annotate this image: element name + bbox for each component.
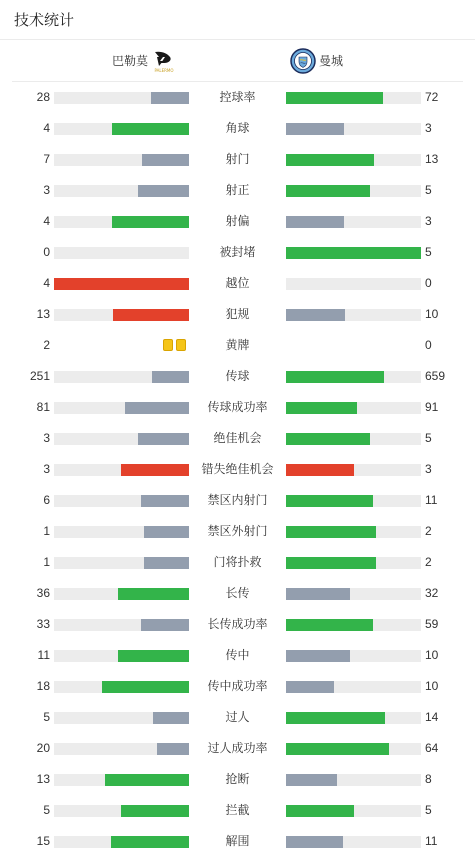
home-bar-track (54, 836, 189, 848)
home-bar-track (54, 371, 189, 383)
home-value: 251 (29, 369, 50, 383)
stat-label: 黄牌 (225, 338, 250, 352)
home-bar-fill (112, 123, 189, 135)
away-bar-track (286, 92, 421, 104)
home-bar-fill (142, 154, 189, 166)
home-value: 20 (36, 741, 50, 755)
stat-label: 射偏 (225, 214, 250, 228)
away-bar-track (286, 619, 421, 631)
home-bar-track (54, 92, 189, 104)
home-team-name: 巴勒莫 (111, 54, 148, 68)
home-value: 5 (43, 710, 50, 724)
home-bar-track (54, 743, 189, 755)
home-bar-track (54, 278, 189, 290)
away-value: 659 (425, 369, 446, 383)
stat-row (0, 485, 475, 516)
home-value: 11 (37, 648, 50, 662)
home-bar-track (54, 774, 189, 786)
home-bar-fill (121, 805, 189, 817)
away-bar-track (286, 712, 421, 724)
stat-label: 错失绝佳机会 (201, 462, 274, 476)
away-bar-track (286, 526, 421, 538)
stat-row (0, 268, 475, 299)
away-value: 72 (425, 90, 439, 104)
home-bar-fill (144, 526, 189, 538)
away-bar-track (286, 836, 421, 848)
stat-label: 长传 (225, 586, 250, 600)
home-bar-fill (125, 402, 189, 414)
stat-label: 射正 (225, 183, 250, 197)
stat-row (0, 113, 475, 144)
away-bar-track (286, 371, 421, 383)
away-value: 2 (425, 524, 432, 538)
home-bar-fill (151, 92, 189, 104)
stat-row (0, 609, 475, 640)
home-value: 4 (43, 121, 50, 135)
away-bar-fill (286, 526, 376, 538)
stat-row (0, 361, 475, 392)
home-bar-fill (118, 588, 189, 600)
away-value: 5 (425, 245, 432, 259)
home-bar-fill (144, 557, 189, 569)
away-bar-track (286, 247, 421, 259)
home-bar-fill (121, 464, 189, 476)
home-value: 81 (36, 400, 50, 414)
away-value: 11 (425, 493, 438, 507)
home-bar-track (54, 557, 189, 569)
stat-label: 绝佳机会 (213, 431, 262, 445)
away-value: 10 (425, 648, 439, 662)
stat-row (0, 764, 475, 795)
stat-label: 传中成功率 (207, 679, 268, 693)
away-bar-track (286, 216, 421, 228)
stat-row (0, 795, 475, 826)
away-value: 10 (425, 679, 439, 693)
home-bar-track (54, 309, 189, 321)
away-bar-fill (286, 650, 350, 662)
home-value: 6 (43, 493, 50, 507)
stat-label: 被封堵 (219, 245, 256, 259)
away-bar-fill (286, 588, 350, 600)
away-value: 2 (425, 555, 432, 569)
palermo-logo-text: PALERMO (154, 67, 174, 73)
home-bar-track (54, 526, 189, 538)
home-bar-fill (153, 712, 189, 724)
stat-row (0, 330, 475, 361)
away-value: 0 (425, 276, 432, 290)
away-bar-fill (286, 836, 343, 848)
away-bar-fill (286, 123, 344, 135)
away-bar-track (286, 805, 421, 817)
away-bar-fill (286, 712, 385, 724)
away-bar-fill (286, 216, 344, 228)
home-value: 1 (43, 555, 50, 569)
stat-label: 角球 (225, 121, 250, 135)
away-bar-track (286, 278, 421, 290)
home-bar-fill (112, 216, 189, 228)
away-value: 13 (425, 152, 439, 166)
stat-label: 解围 (225, 834, 250, 848)
away-bar-fill (286, 774, 337, 786)
away-value: 11 (425, 834, 438, 848)
stat-row (0, 547, 475, 578)
away-value: 5 (425, 431, 432, 445)
stat-row (0, 826, 475, 857)
stat-row (0, 516, 475, 547)
home-bar-track (54, 154, 189, 166)
stat-label: 禁区内射门 (207, 493, 268, 507)
stat-row (0, 206, 475, 237)
stat-row (0, 454, 475, 485)
home-bar-fill (111, 836, 189, 848)
home-value: 7 (43, 152, 50, 166)
stat-label: 长传成功率 (207, 617, 268, 631)
home-value: 15 (36, 834, 50, 848)
home-bar-track (54, 712, 189, 724)
stat-row (0, 671, 475, 702)
yellow-card-icon (163, 339, 173, 351)
stat-row (0, 175, 475, 206)
home-bar-track (54, 185, 189, 197)
stats-list (0, 82, 475, 857)
stat-row (0, 144, 475, 175)
stat-row (0, 702, 475, 733)
stat-label: 犯规 (225, 307, 250, 321)
home-bar-fill (102, 681, 189, 693)
away-team[interactable] (290, 40, 343, 81)
stat-row (0, 392, 475, 423)
away-value: 10 (425, 307, 439, 321)
stat-label: 控球率 (219, 90, 256, 104)
away-value: 14 (425, 710, 439, 724)
home-bar-track (54, 216, 189, 228)
away-bar-track (286, 123, 421, 135)
away-bar-track (286, 743, 421, 755)
home-bar-fill (141, 495, 189, 507)
away-value: 32 (425, 586, 439, 600)
home-value: 3 (43, 431, 50, 445)
home-bar-fill (141, 619, 189, 631)
away-value: 3 (425, 462, 432, 476)
home-bar-track (54, 495, 189, 507)
away-bar-fill (286, 495, 373, 507)
home-bar-fill (118, 650, 189, 662)
stat-label: 传球成功率 (207, 400, 268, 414)
stat-row (0, 299, 475, 330)
away-value: 8 (425, 772, 432, 786)
away-bar-track (286, 557, 421, 569)
stat-label: 传中 (225, 648, 250, 662)
home-value: 2 (43, 338, 50, 352)
home-value: 3 (43, 462, 50, 476)
stat-label: 越位 (225, 276, 250, 290)
away-bar-fill (286, 371, 384, 383)
away-bar-fill (286, 433, 370, 445)
home-value: 5 (43, 803, 50, 817)
stat-row (0, 82, 475, 113)
away-bar-track (286, 185, 421, 197)
home-value: 36 (36, 586, 50, 600)
home-bar-fill (138, 433, 189, 445)
away-bar-fill (286, 464, 354, 476)
away-value: 64 (425, 741, 439, 755)
away-value: 0 (425, 338, 432, 352)
home-bar-track (54, 402, 189, 414)
away-bar-track (286, 650, 421, 662)
away-bar-track (286, 154, 421, 166)
away-value: 59 (425, 617, 439, 631)
stat-label: 过人成功率 (207, 741, 268, 755)
away-bar-fill (286, 247, 421, 259)
stat-row (0, 237, 475, 268)
home-value: 0 (43, 245, 50, 259)
away-value: 5 (425, 803, 432, 817)
away-bar-fill (286, 557, 376, 569)
home-bar-track (54, 650, 189, 662)
man-city-crest-icon (290, 48, 316, 74)
home-bar-fill (113, 309, 189, 321)
palermo-logo-icon (151, 48, 177, 74)
away-value: 3 (425, 121, 432, 135)
away-bar-fill (286, 154, 374, 166)
home-bar-track (54, 805, 189, 817)
stat-label: 传球 (225, 369, 250, 383)
home-bar-track (54, 619, 189, 631)
home-value: 4 (43, 276, 50, 290)
home-value: 1 (43, 524, 50, 538)
home-bar-track (54, 433, 189, 445)
stat-label: 禁区外射门 (207, 524, 268, 538)
home-value: 18 (36, 679, 50, 693)
away-bar-track (286, 464, 421, 476)
away-value: 91 (425, 400, 439, 414)
home-bar-fill (157, 743, 189, 755)
away-bar-track (286, 588, 421, 600)
away-bar-fill (286, 619, 373, 631)
home-bar-track (54, 123, 189, 135)
away-bar-fill (286, 185, 370, 197)
away-bar-track (286, 402, 421, 414)
away-bar-track (286, 681, 421, 693)
stat-label: 抢断 (225, 772, 250, 786)
teams-row (12, 40, 463, 82)
home-value: 3 (43, 183, 50, 197)
stat-row (0, 578, 475, 609)
away-value: 5 (425, 183, 432, 197)
away-bar-fill (286, 743, 389, 755)
away-team-name: 曼城 (319, 54, 344, 68)
home-bar-track (54, 681, 189, 693)
away-value: 3 (425, 214, 432, 228)
yellow-cards (163, 339, 186, 351)
home-value: 28 (36, 90, 50, 104)
home-team[interactable] (112, 40, 177, 81)
home-bar-track (54, 247, 189, 259)
away-bar-fill (286, 92, 383, 104)
stat-label: 射门 (225, 152, 250, 166)
page-title: 技术统计 (14, 12, 75, 29)
stat-label: 门将扑救 (213, 555, 262, 569)
stat-row (0, 733, 475, 764)
home-value: 33 (36, 617, 50, 631)
home-value: 13 (36, 772, 50, 786)
away-bar-fill (286, 805, 354, 817)
home-bar-fill (138, 185, 189, 197)
home-bar-fill (54, 278, 189, 290)
away-bar-track (286, 309, 421, 321)
stat-row (0, 423, 475, 454)
away-bar-fill (286, 681, 334, 693)
stats-header (0, 0, 475, 40)
away-bar-track (286, 774, 421, 786)
home-bar-track (54, 464, 189, 476)
away-bar-track (286, 433, 421, 445)
away-bar-fill (286, 309, 345, 321)
home-value: 13 (36, 307, 50, 321)
home-bar-fill (152, 371, 189, 383)
home-bar-track (54, 588, 189, 600)
stat-row (0, 640, 475, 671)
away-bar-track (286, 495, 421, 507)
away-bar-fill (286, 402, 357, 414)
home-bar-fill (105, 774, 189, 786)
stat-label: 拦截 (225, 803, 250, 817)
yellow-card-icon (176, 339, 186, 351)
home-value: 4 (43, 214, 50, 228)
stat-label: 过人 (225, 710, 250, 724)
